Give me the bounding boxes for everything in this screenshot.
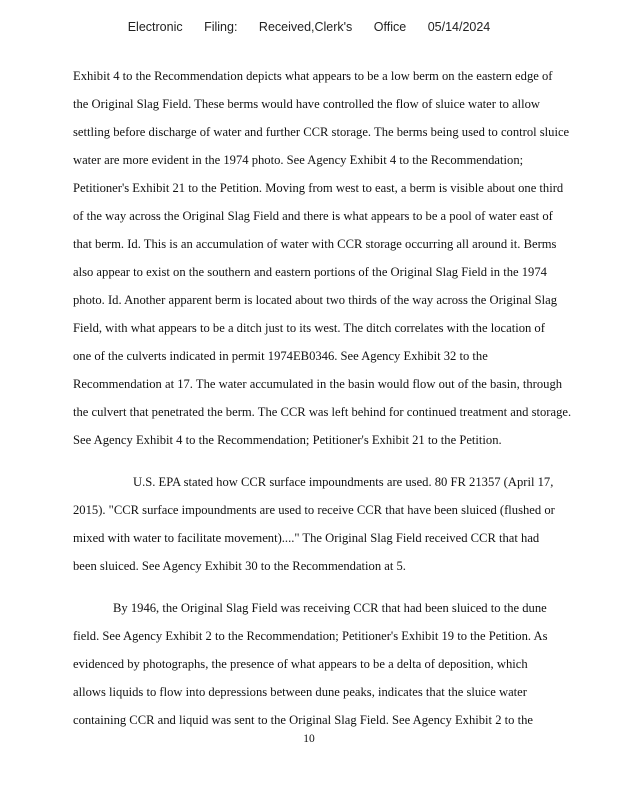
text-line: Exhibit 4 to the Recommendation depicts what appears to be a low berm on the eastern edge of [73,69,553,83]
header-office: Office [373,20,407,34]
header-status: Received,Clerk's [258,20,353,34]
text-line: evidenced by photographs, the presence of what appears to be a delta of deposition, which [73,657,528,671]
text-line: the culvert that penetrated the berm. The CCR was left behind for continued treatment and storage. [73,405,572,419]
text-line: 2015). "CCR surface impoundments are used to receive CCR that have been sluiced (flushed or [73,503,555,517]
text-line: one of the culverts indicated in permit 1974EB0346. See Agency Exhibit 32 to the [73,349,488,363]
text-line: Recommendation at 17. The water accumulated in the basin would flow out of the basin, through [73,377,563,391]
paragraph-1 [73,62,593,454]
text-line: of the way across the Original Slag Field and there is what appears to be a pool of water east of [73,209,553,223]
document-body [73,62,593,734]
electronic-filing-header [0,20,618,34]
paragraph-gap [73,454,593,468]
text-line: U.S. EPA stated how CCR surface impoundments are used. 80 FR 21357 (April 17, [133,475,554,489]
header-date: 05/14/2024 [427,20,491,34]
paragraph-gap [73,580,593,594]
text-line: See Agency Exhibit 4 to the Recommendation; Petitioner's Exhibit 21 to the Petition. [73,433,502,447]
text-line: Petitioner's Exhibit 21 to the Petition. Moving from west to east, a berm is visible about one third [73,181,564,195]
text-line: containing CCR and liquid was sent to the Original Slag Field. See Agency Exhibit 2 to the [73,713,533,727]
text-line: photo. Id. Another apparent berm is located about two thirds of the way across the Original Slag [73,293,558,307]
text-line: allows liquids to flow into depressions between dune peaks, indicates that the sluice water [73,685,527,699]
text-line: that berm. Id. This is an accumulation of water with CCR storage occurring all around it. Berms [73,237,557,251]
text-line: also appear to exist on the southern and eastern portions of the Original Slag Field in the 1974 [73,265,547,279]
text-line: the Original Slag Field. These berms would have controlled the flow of sluice water to allow [73,97,541,111]
paragraph-3 [73,594,593,734]
text-line: mixed with water to facilitate movement)...." The Original Slag Field received CCR that had [73,531,540,545]
paragraph-2 [73,468,593,580]
text-line: field. See Agency Exhibit 2 to the Recommendation; Petitioner's Exhibit 19 to the Petition. As [73,629,548,643]
text-line: settling before discharge of water and further CCR storage. The berms being used to control sluice [73,125,570,139]
page-number: 10 [303,733,315,745]
text-line: Field, with what appears to be a ditch just to its west. The ditch correlates with the location of [73,321,545,335]
header-type: Electronic [127,20,183,34]
text-line: By 1946, the Original Slag Field was receiving CCR that had been sluiced to the dune [113,601,547,615]
text-line: been sluiced. See Agency Exhibit 30 to the Recommendation at 5. [73,559,406,573]
header-filing: Filing: [204,20,238,34]
text-line: water are more evident in the 1974 photo. See Agency Exhibit 4 to the Recommendation; [73,153,524,167]
